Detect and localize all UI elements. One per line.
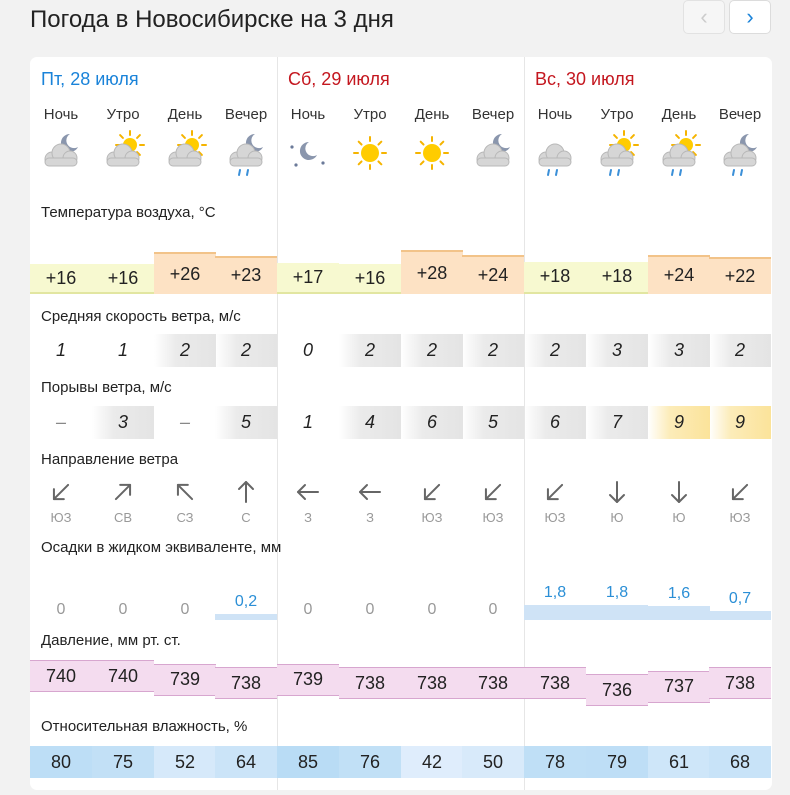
precipitation-value: 1,8: [605, 584, 629, 601]
wind-arrow-icon: [728, 480, 752, 504]
gust-cell: 4: [339, 406, 401, 439]
temperature-cell: +18: [524, 262, 586, 294]
period-label: Вечер: [718, 106, 762, 123]
pressure-cell: 738: [462, 667, 524, 699]
gust-cell: 6: [401, 406, 463, 439]
temperature-cell: +28: [401, 250, 463, 294]
gust-cell: 9: [648, 406, 710, 439]
period-label: День: [661, 106, 697, 123]
wind-direction-text: ЮЗ: [50, 510, 72, 525]
precipitation-value: 0,2: [234, 592, 258, 610]
humidity-cell: 50: [462, 746, 524, 778]
precipitation-value: 0,7: [728, 590, 752, 608]
wind-direction-cell: [462, 480, 524, 525]
wind-arrow-icon: [358, 480, 382, 504]
next-button[interactable]: [729, 0, 771, 34]
page-title: Погода в Новосибирске на 3 дня: [30, 6, 394, 33]
humidity-cell: 85: [277, 746, 339, 778]
precipitation-bar: [648, 606, 710, 620]
wind-direction-text: З: [366, 510, 374, 525]
pressure-cell: 738: [215, 667, 277, 699]
humidity-cell: 68: [709, 746, 771, 778]
period-label: Вечер: [471, 106, 515, 123]
precipitation-label: Осадки в жидком эквиваленте, мм: [41, 539, 282, 556]
pressure-cell: 738: [709, 667, 771, 699]
wind-direction-text: СЗ: [176, 510, 194, 525]
precipitation-value: 0: [427, 601, 437, 618]
wind-speed-label: Средняя скорость ветра, м/с: [41, 308, 241, 325]
precipitation-value: 0: [56, 601, 66, 618]
day-title: Пт, 28 июля: [41, 69, 139, 89]
gust-cell: 3: [92, 406, 154, 439]
gust-cell: 5: [462, 406, 524, 439]
wind-direction-cell: [154, 480, 216, 525]
wind-speed-cell: 2: [215, 334, 277, 367]
wind-arrow-icon: [605, 480, 629, 504]
precipitation-value: 0: [180, 601, 190, 618]
temperature-cell: +16: [92, 264, 154, 294]
precipitation-bar: [524, 605, 586, 620]
moon-stars-icon: [277, 129, 339, 185]
wind-direction-cell: [709, 480, 771, 525]
wind-arrow-icon: [420, 480, 444, 504]
gust-cell: 5: [215, 406, 277, 439]
pressure-cell: 740: [30, 660, 92, 692]
forecast-card: [30, 57, 772, 790]
wind-speed-cell: 1: [117, 340, 128, 360]
wind-speed-cell: 3: [586, 334, 648, 367]
wind-direction-cell: [30, 480, 92, 525]
precipitation-value: 0: [488, 601, 498, 618]
wind-direction-cell: [215, 480, 277, 525]
temperature-cell: +24: [648, 255, 710, 294]
sun-cloud-rain-icon: [586, 129, 648, 185]
gust-cell: 1: [302, 412, 313, 432]
wind-direction-text: СВ: [113, 510, 133, 525]
wind-arrow-icon: [481, 480, 505, 504]
wind-direction-text: Ю: [610, 510, 624, 525]
wind-speed-cell: 3: [648, 334, 710, 367]
wind-direction-cell: [277, 480, 339, 525]
wind-speed-cell: 2: [462, 334, 524, 367]
pressure-cell: 737: [648, 671, 710, 703]
precipitation-value: 1,6: [667, 585, 691, 603]
period-label: Ночь: [43, 106, 79, 123]
wind-speed-cell: 0: [302, 340, 313, 360]
sun-cloud-rain-icon: [648, 129, 710, 185]
pressure-cell: 740: [92, 660, 154, 692]
period-label: Ночь: [290, 106, 326, 123]
pressure-cell: 739: [154, 664, 216, 696]
humidity-cell: 78: [524, 746, 586, 778]
precipitation-bar: [709, 611, 771, 620]
wind-direction-text: С: [241, 510, 251, 525]
period-label: Вечер: [224, 106, 268, 123]
wind-arrow-icon: [234, 480, 258, 504]
wind-arrow-icon: [543, 480, 567, 504]
wind-direction-text: ЮЗ: [729, 510, 751, 525]
temperature-cell: +18: [586, 262, 648, 294]
wind-direction-text: ЮЗ: [421, 510, 443, 525]
wind-direction-text: ЮЗ: [544, 510, 566, 525]
wind-direction-cell: [524, 480, 586, 525]
gust-cell: 6: [524, 406, 586, 439]
wind-direction-text: ЮЗ: [482, 510, 504, 525]
precipitation-bar: [215, 614, 277, 620]
wind-direction-cell: [92, 480, 154, 525]
humidity-label: Относительная влажность, %: [41, 718, 248, 735]
gusts-label: Порывы ветра, м/с: [41, 379, 172, 396]
humidity-cell: 75: [92, 746, 154, 778]
gust-cell: –: [55, 412, 66, 432]
cloud-rain-icon: [524, 129, 586, 185]
pressure-cell: 738: [401, 667, 463, 699]
wind-direction-cell: [586, 480, 648, 525]
precipitation-value: 1,8: [543, 584, 567, 601]
wind-direction-cell: [401, 480, 463, 525]
humidity-cell: 79: [586, 746, 648, 778]
wind-speed-cell: 2: [401, 334, 463, 367]
sun-cloud-icon: [154, 129, 216, 185]
precipitation-value: 0: [303, 601, 313, 618]
period-label: Ночь: [537, 106, 573, 123]
temperature-cell: +16: [30, 264, 92, 294]
wind-arrow-icon: [111, 480, 135, 504]
wind-speed-cell: 2: [339, 334, 401, 367]
chevron-right-icon: ›: [746, 4, 754, 29]
temperature-cell: +17: [277, 263, 339, 294]
gust-cell: 9: [709, 406, 771, 439]
wind-arrow-icon: [173, 480, 197, 504]
wind-speed-cell: 2: [154, 334, 216, 367]
temperature-cell: +24: [462, 255, 524, 294]
humidity-cell: 80: [30, 746, 92, 778]
humidity-cell: 42: [401, 746, 463, 778]
temperature-cell: +22: [709, 257, 771, 294]
gust-cell: 7: [586, 406, 648, 439]
prev-button[interactable]: [683, 0, 725, 34]
period-label: День: [167, 106, 203, 123]
period-label: Утро: [353, 106, 387, 123]
moon-cloud-icon: [30, 129, 92, 185]
pressure-label: Давление, мм рт. ст.: [41, 632, 181, 649]
humidity-cell: 76: [339, 746, 401, 778]
moon-cloud-icon: [462, 129, 524, 185]
day-title: Вс, 30 июля: [535, 69, 635, 89]
pressure-cell: 739: [277, 664, 339, 696]
temperature-label: Температура воздуха, °C: [41, 204, 216, 221]
wind-arrow-icon: [296, 480, 320, 504]
precipitation-value: 0: [118, 601, 128, 618]
temperature-cell: +16: [339, 264, 401, 294]
wind-direction-text: Ю: [672, 510, 686, 525]
wind-speed-cell: 2: [709, 334, 771, 367]
pressure-cell: 738: [524, 667, 586, 699]
wind-direction-cell: [339, 480, 401, 525]
wind-direction-text: З: [304, 510, 312, 525]
precipitation-bar: [586, 605, 648, 620]
gust-cell: –: [179, 412, 190, 432]
wind-direction-cell: [648, 480, 710, 525]
temperature-cell: +23: [215, 256, 277, 294]
moon-rain-icon: [709, 129, 771, 185]
humidity-cell: 64: [215, 746, 277, 778]
day-title: Сб, 29 июля: [288, 69, 390, 89]
wind-arrow-icon: [667, 480, 691, 504]
wind-arrow-icon: [49, 480, 73, 504]
wind-speed-cell: 2: [524, 334, 586, 367]
sun-cloud-icon: [92, 129, 154, 185]
precipitation-value: 0: [365, 601, 375, 618]
humidity-cell: 52: [154, 746, 216, 778]
sun-icon: [401, 129, 463, 185]
pressure-cell: 738: [339, 667, 401, 699]
wind-direction-label: Направление ветра: [41, 451, 179, 468]
period-label: Утро: [600, 106, 634, 123]
sun-icon: [339, 129, 401, 185]
moon-rain-icon: [215, 129, 277, 185]
wind-speed-cell: 1: [55, 340, 66, 360]
humidity-cell: 61: [648, 746, 710, 778]
period-label: День: [414, 106, 450, 123]
pressure-cell: 736: [586, 674, 648, 706]
chevron-left-icon: ‹: [700, 4, 708, 29]
temperature-cell: +26: [154, 252, 216, 294]
period-label: Утро: [106, 106, 140, 123]
